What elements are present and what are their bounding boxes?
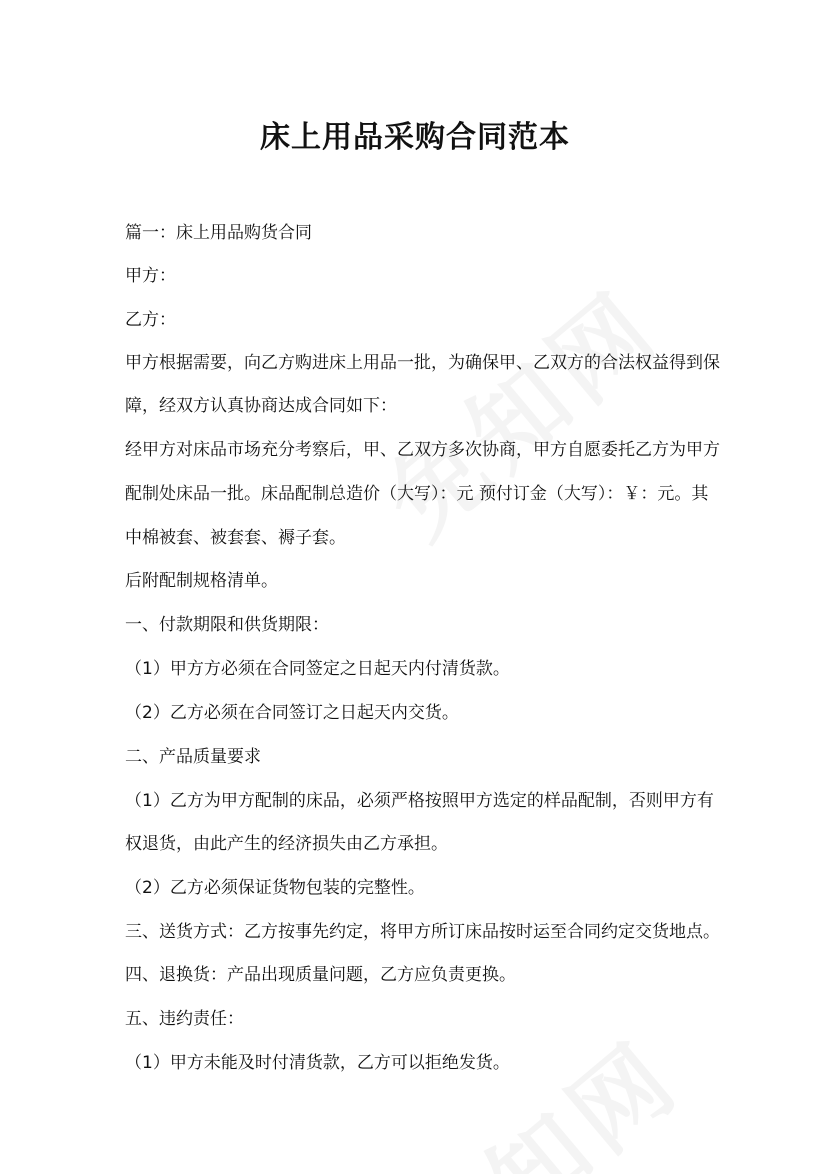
clause-heading: 一、付款期限和供货期限： (125, 615, 329, 635)
paragraph-line: 中棉被套、被套套、褥子套。 (125, 528, 346, 548)
paragraph-line: 经甲方对床品市场充分考察后，甲、乙双方多次协商，甲方自愿委托乙方为甲方 (125, 440, 720, 460)
clause-item: （2）乙方必须保证货物包装的完整性。 (125, 878, 425, 898)
paragraph-line: 甲方根据需要，向乙方购进床上用品一批，为确保甲、乙双方的合法权益得到保 (125, 353, 720, 373)
clause-item: （1）甲方方必须在合同签定之日起天内付清货款。 (125, 659, 510, 679)
party-a-line: 甲方： (125, 266, 176, 286)
paragraph-line: 配制处床品一批。床品配制总造价（大写）：元 预付订金（大写）：￥：元。其 (125, 484, 709, 504)
clause-heading: 四、退换货：产品出现质量问题，乙方应负责更换。 (125, 965, 516, 985)
party-b-line: 乙方： (125, 310, 176, 330)
document-title: 床上用品采购合同范本 (260, 120, 570, 155)
clause-item: （1）甲方未能及时付清货款，乙方可以拒绝发货。 (125, 1053, 510, 1073)
clause-heading: 五、违约责任： (125, 1009, 244, 1029)
clause-item: 权退货，由此产生的经济损失由乙方承担。 (125, 834, 448, 854)
clause-item: （1）乙方为甲方配制的床品，必须严格按照甲方选定的样品配制，否则甲方有 (125, 791, 714, 811)
section-heading: 篇一：床上用品购货合同 (125, 223, 312, 243)
paragraph-line: 后附配制规格清单。 (125, 571, 278, 591)
clause-heading: 二、产品质量要求 (125, 747, 261, 767)
clause-heading: 三、送货方式：乙方按事先约定，将甲方所订床品按时运至合同约定交货地点。 (125, 922, 720, 942)
paragraph-line: 障，经双方认真协商达成合同如下： (125, 396, 397, 416)
clause-item: （2）乙方必须在合同签订之日起天内交货。 (125, 703, 459, 723)
